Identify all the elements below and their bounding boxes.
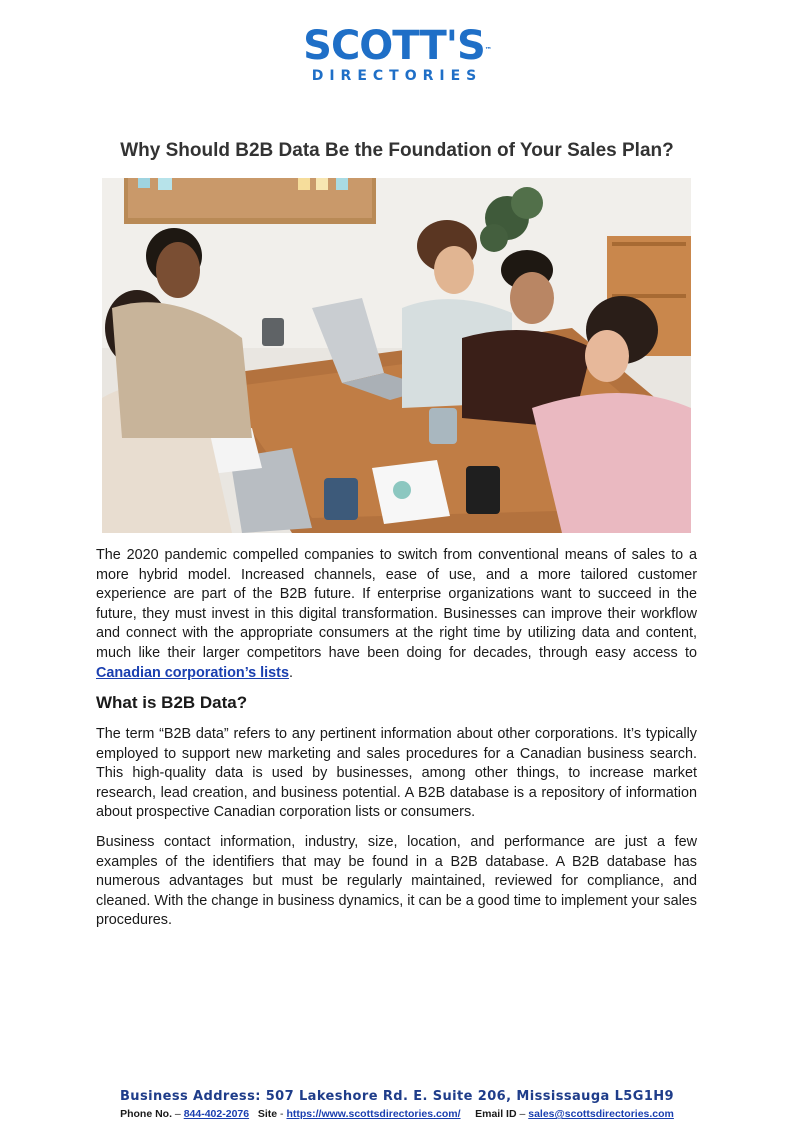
company-logo bbox=[297, 23, 497, 90]
email-label: Email ID bbox=[475, 1108, 517, 1120]
phone-label: Phone No. bbox=[120, 1108, 173, 1120]
intro-paragraph: The 2020 pandemic compelled companies to switch from conventional means of sales to a more hybrid model. Increased channels, ease of use, and a more tailored customer experience are part of the B2B future. If enterprise organizations want to succeed in the future, they must invest in this digital transformation. Businesses can improve their workflow and connect with the appropriate consumers at the right time by utilizing data and content, much like their larger competitors have been doing for decades, through easy access to Canadian corporation’s lists. bbox=[96, 547, 697, 681]
meeting-photo bbox=[102, 178, 691, 533]
section-heading: What is B2B Data? bbox=[96, 693, 248, 712]
definition-paragraph: The term “B2B data” refers to any pertinent information about other corporations. It’s typically employed to support new marketing and sales procedures for a Canadian business search. This high-quality data is used by businesses, among other things, to increase market research, lead creation, and business potential. A B2B database is a repository of information about prospective Canadian corporation lists or consumers. bbox=[96, 726, 697, 821]
logo-subtitle: DIRECTORIES bbox=[311, 68, 483, 84]
email-link[interactable]: sales@scottsdirectories.com bbox=[528, 1108, 674, 1120]
phone-link[interactable]: 844-402-2076 bbox=[183, 1108, 250, 1120]
page-title: Why Should B2B Data Be the Foundation of Your Sales Plan? bbox=[120, 140, 674, 161]
trademark-mark: ™ bbox=[484, 46, 491, 54]
business-address: Business Address: 507 Lakeshore Rd. E. Suite 206, Mississauga L5G1H9 bbox=[120, 1089, 674, 1104]
site-link[interactable]: https://www.scottsdirectories.com/ bbox=[286, 1108, 461, 1120]
canadian-corporations-link[interactable]: Canadian corporation’s lists bbox=[96, 664, 289, 681]
site-label: Site bbox=[257, 1108, 278, 1120]
contact-line: Phone No. – 844-402-2076 Site - https://www.scottsdirectories.com/ Email ID – sales@scottsdirectories.com bbox=[120, 1108, 674, 1120]
logo-wordmark: SCOTT'S™ bbox=[303, 23, 491, 69]
identifiers-paragraph: Business contact information, industry, size, location, and performance are just a few examples of the identifiers that may be found in a B2B database. A B2B database has numerous advantages but must be regularly maintained, reviewed for compliance, and cleaned. With the change in business dynamics, it can be a good time to implement your sales procedures. bbox=[96, 834, 697, 929]
